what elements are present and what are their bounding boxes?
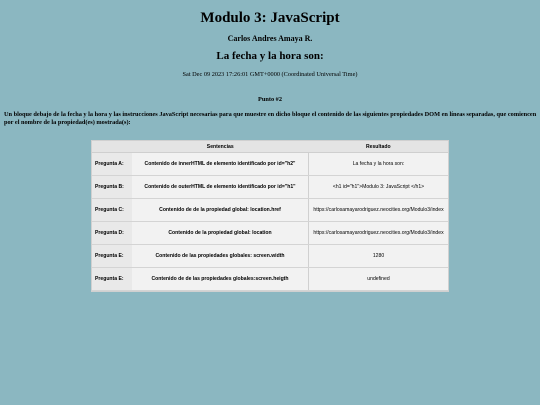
column-header-resultado: Resultado — [309, 141, 449, 153]
table-row — [92, 245, 448, 268]
question-sentence: Contenido de outerHTML de elemento identificado por id="h1" — [132, 176, 309, 199]
page-title: Modulo 3: JavaScript — [200, 10, 340, 26]
table-header-row — [92, 141, 448, 153]
author-name: Carlos Andres Amaya R. — [227, 34, 313, 43]
table-row — [92, 153, 448, 176]
current-datetime: Sat Dec 09 2023 17:26:01 GMT+0000 (Coordinated Universal Time) — [182, 71, 358, 78]
column-header-empty — [92, 141, 132, 153]
question-label: Pregunta D: — [92, 222, 132, 245]
section-description: Un bloque debajo de la fecha y la hora y las instrucciones JavaScript necesarias para que muestre en dicho bloque el contenido de las siguientes propiedades DOM en líneas separadas, que comiencen por el nombre de la propiedad(es) mostrada(s): — [4, 111, 537, 126]
question-result: La fecha y la hora son: — [309, 153, 449, 176]
question-result: <h1 id="h1">Modulo 3: JavaScript </h1> — [309, 176, 449, 199]
table-row — [92, 222, 448, 245]
table-row — [92, 199, 448, 222]
question-sentence: Contenido de de las propiedades globales:screen.heigth — [132, 268, 309, 291]
table-row — [92, 268, 448, 291]
question-result: https://carlosamayarodriguez.neocities.org/Modulo3/index — [309, 222, 449, 245]
question-label: Pregunta E: — [92, 268, 132, 291]
question-label: Pregunta C: — [92, 199, 132, 222]
question-sentence: Contenido de innerHTML de elemento identificado por id="h2" — [132, 153, 309, 176]
question-result: https://carlosamayarodriguez.neocities.org/Modulo3/index — [309, 199, 449, 222]
question-label: Pregunta A: — [92, 153, 132, 176]
question-result: 1280 — [309, 245, 449, 268]
results-table — [92, 141, 448, 291]
question-sentence: Contenido de la propiedad global: location — [132, 222, 309, 245]
question-label: Pregunta E: — [92, 245, 132, 268]
question-sentence: Contenido de las propiedades globales: screen.width — [132, 245, 309, 268]
question-label: Pregunta B: — [92, 176, 132, 199]
question-result: undefined — [309, 268, 449, 291]
question-sentence: Contenido de de la propiedad global: location.href — [132, 199, 309, 222]
column-header-sentencias: Sentencias — [132, 141, 309, 153]
section-heading: Punto #2 — [258, 96, 282, 103]
table-row — [92, 176, 448, 199]
date-heading: La fecha y la hora son: — [216, 50, 324, 62]
